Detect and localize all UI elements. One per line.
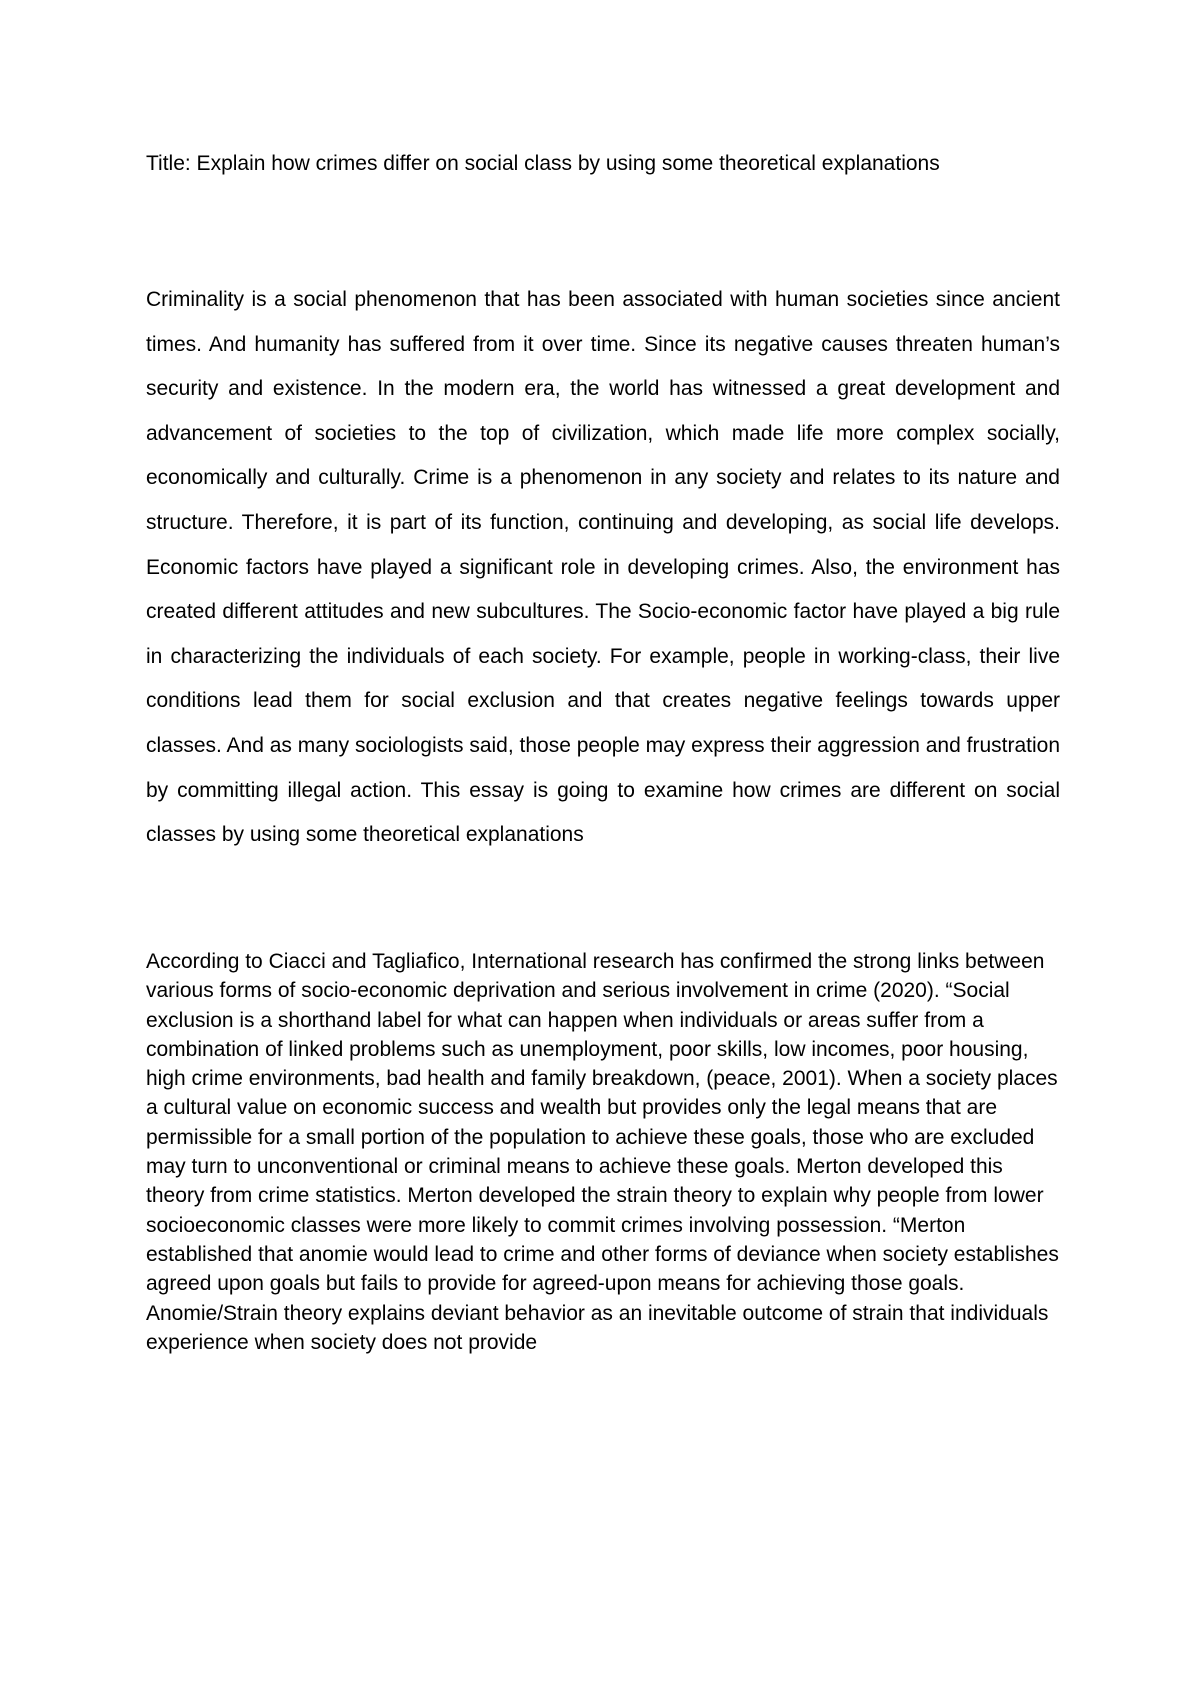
document-title: Title: Explain how crimes differ on social class by using some theoretical explanations (146, 152, 940, 175)
body-paragraph: According to Ciacci and Tagliafico, International research has confirmed the strong links between various forms of socio-economic deprivation and serious involvement in crime (2020). “Social exclusion is a shorthand label for what can happen when individuals or areas suffer from a combination of linked problems such as unemployment, poor skills, low incomes, poor housing, high crime environments, bad health and family breakdown, (peace, 2001). When a society places a cultural value on economic success and wealth but provides only the legal means that are permissible for a small portion of the population to achieve these goals, those who are excluded may turn to unconventional or criminal means to achieve these goals. Merton developed this theory from crime statistics. Merton developed the strain theory to explain why people from lower socioeconomic classes were more likely to commit crimes involving possession. “Merton established that anomie would lead to crime and other forms of deviance when society establishes agreed upon goals but fails to provide for agreed-upon means for achieving those goals. Anomie/Strain theory explains deviant behavior as an inevitable outcome of strain that individuals experience when society does not provide (146, 950, 1059, 1354)
intro-paragraph: Criminality is a social phenomenon that has been associated with human societies since ancient times. And humanity has suffered from it over time. Since its negative causes threaten human’s security and existence. In the modern era, the world has witnessed a great development and advancement of societies to the top of civilization, which made life more complex socially, economically and culturally. Crime is a phenomenon in any society and relates to its nature and structure. Therefore, it is part of its function, continuing and developing, as social life develops. Economic factors have played a significant role in developing crimes. Also, the environment has created different attitudes and new subcultures. The Socio-economic factor have played a big rule in characterizing the individuals of each society. For example, people in working-class, their live conditions lead them for social exclusion and that creates negative feelings towards upper classes. And as many sociologists said, those people may express their aggression and frustration by committing illegal action. This essay is going to examine how crimes are different on social classes by using some theoretical explanations (146, 288, 1060, 847)
